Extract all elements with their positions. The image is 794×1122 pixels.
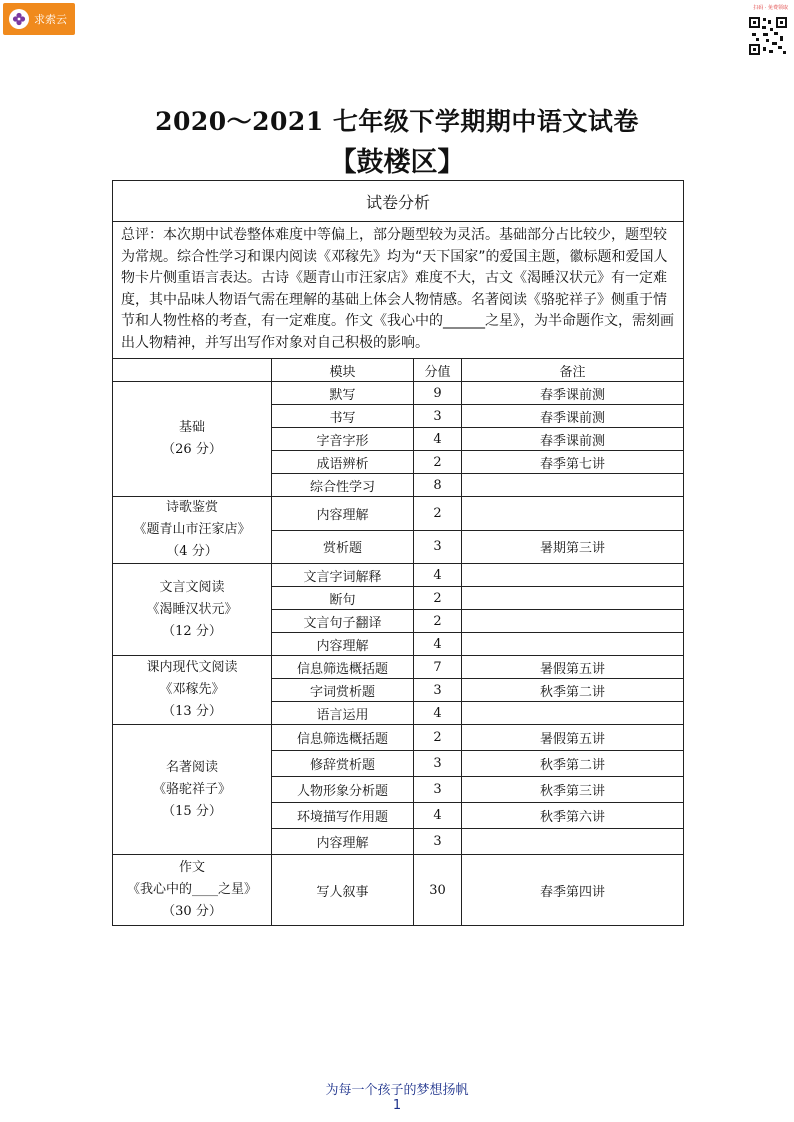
module-cell: 内容理解 [272, 633, 414, 656]
module-cell: 书写 [272, 405, 414, 428]
section-label: （15 分） [162, 803, 222, 819]
score-cell: 4 [414, 803, 462, 829]
module-cell: 默写 [272, 382, 414, 405]
module-cell: 断句 [272, 587, 414, 610]
score-cell: 2 [414, 587, 462, 610]
section-label: 《骆驼祥子》 [152, 781, 231, 797]
section-label: 《我心中的____之星》 [126, 882, 257, 897]
section-cell [113, 382, 272, 497]
qr-caption: 扫码 · 免费领取 [753, 5, 788, 11]
module-cell: 环境描写作用题 [272, 803, 414, 829]
score-cell: 2 [414, 725, 462, 751]
note-cell: 春季第四讲 [462, 855, 684, 926]
flower-logo-icon [9, 9, 29, 29]
table-body [113, 382, 684, 926]
module-cell: 赏析题 [272, 530, 414, 564]
note-cell: 春季课前测 [462, 405, 684, 428]
note-cell [462, 829, 684, 855]
score-cell: 7 [414, 656, 462, 679]
section-label: 《渴睡汉状元》 [146, 601, 238, 617]
module-cell: 写人叙事 [272, 855, 414, 926]
document-title: 2020～2021 七年级下学期期中语文试卷 [155, 107, 639, 136]
section-label: 文言文阅读 [159, 579, 225, 595]
table-header-row [113, 359, 684, 382]
note-cell: 春季课前测 [462, 382, 684, 405]
score-cell: 4 [414, 564, 462, 587]
score-cell: 2 [414, 610, 462, 633]
note-cell [462, 564, 684, 587]
analysis-summary: 总评：本次期中试卷整体难度中等偏上，部分题型较为灵活。基础部分占比较少，题型较为常规。综合性学习和课内阅读《邓稼先》均为“天下国家”的爱国主题，徽标题和爱国人物卡片侧重语言表达。古诗《题青山市汪家店》难度不大，古文《渴睡汉状元》有一定难度，其中品味人物语气需在理解的基础上体会人物情感。名著阅读《骆驼祥子》侧重于情节和人物性格的考查，有一定难度。作文《我心中的______之星》，为半命题作文，需刻画出人物精神，并写出写作对象对自己积极的影响。 [113, 222, 684, 359]
note-cell: 春季第七讲 [462, 451, 684, 474]
module-cell: 修辞赏析题 [272, 751, 414, 777]
table-row [113, 656, 684, 679]
note-cell: 秋季第三讲 [462, 777, 684, 803]
column-header: 模块 [272, 359, 414, 382]
section-label: 基础 [178, 420, 205, 435]
score-cell: 30 [414, 855, 462, 926]
column-header: 备注 [462, 359, 684, 382]
note-cell [462, 610, 684, 633]
score-cell: 3 [414, 679, 462, 702]
note-cell [462, 702, 684, 725]
module-cell: 信息筛选概括题 [272, 725, 414, 751]
section-cell [113, 725, 272, 855]
note-cell: 秋季第六讲 [462, 803, 684, 829]
note-cell [462, 587, 684, 610]
table-row [113, 564, 684, 587]
analysis-heading: 试卷分析 [113, 181, 684, 222]
section-label: （4 分） [166, 544, 218, 559]
score-cell: 3 [414, 829, 462, 855]
score-cell: 3 [414, 405, 462, 428]
module-cell: 内容理解 [272, 497, 414, 531]
section-label: 《题青山市汪家店》 [133, 522, 251, 537]
score-cell: 3 [414, 777, 462, 803]
note-cell: 春季课前测 [462, 428, 684, 451]
brand-logo [3, 3, 75, 35]
module-cell: 内容理解 [272, 829, 414, 855]
module-cell: 语言运用 [272, 702, 414, 725]
score-cell: 2 [414, 497, 462, 531]
document-subtitle: 【鼓楼区】 [329, 147, 465, 178]
column-header [113, 359, 272, 382]
score-cell: 4 [414, 702, 462, 725]
note-cell [462, 633, 684, 656]
column-header: 分值 [414, 359, 462, 382]
footer-slogan: 为每一个孩子的梦想扬帆 [325, 1083, 469, 1098]
score-cell: 9 [414, 382, 462, 405]
section-label: （30 分） [162, 904, 222, 919]
exam-analysis-table [112, 180, 684, 926]
score-cell: 4 [414, 428, 462, 451]
module-cell: 信息筛选概括题 [272, 656, 414, 679]
note-cell: 暑假第五讲 [462, 725, 684, 751]
section-cell [113, 497, 272, 564]
module-cell: 字词赏析题 [272, 679, 414, 702]
section-label: （13 分） [162, 704, 222, 719]
module-cell: 文言句子翻译 [272, 610, 414, 633]
module-cell: 成语辨析 [272, 451, 414, 474]
module-cell: 文言字词解释 [272, 564, 414, 587]
score-cell: 3 [414, 530, 462, 564]
table-row [113, 382, 684, 405]
score-cell: 3 [414, 751, 462, 777]
table-row [113, 855, 684, 926]
section-label: 诗歌鉴赏 [165, 500, 218, 515]
module-cell: 综合性学习 [272, 474, 414, 497]
section-cell [113, 564, 272, 656]
module-cell: 字音字形 [272, 428, 414, 451]
note-cell [462, 474, 684, 497]
note-cell [462, 497, 684, 531]
section-label: 《邓稼先》 [159, 682, 225, 697]
section-label: 课内现代文阅读 [146, 660, 238, 675]
note-cell: 暑假第五讲 [462, 656, 684, 679]
module-cell: 人物形象分析题 [272, 777, 414, 803]
note-cell: 秋季第二讲 [462, 751, 684, 777]
table-row [113, 725, 684, 751]
score-cell: 2 [414, 451, 462, 474]
section-label: （12 分） [162, 623, 222, 639]
qr-code-icon[interactable] [748, 6, 788, 58]
page-number: 1 [392, 1098, 402, 1113]
score-cell: 8 [414, 474, 462, 497]
note-cell: 暑期第三讲 [462, 530, 684, 564]
table-row [113, 497, 684, 531]
section-label: 作文 [178, 860, 205, 875]
section-cell [113, 855, 272, 926]
score-cell: 4 [414, 633, 462, 656]
note-cell: 秋季第二讲 [462, 679, 684, 702]
logo-text: 求索云 [34, 13, 67, 26]
section-label: （26 分） [162, 442, 222, 457]
section-cell [113, 656, 272, 725]
section-label: 名著阅读 [165, 759, 218, 775]
